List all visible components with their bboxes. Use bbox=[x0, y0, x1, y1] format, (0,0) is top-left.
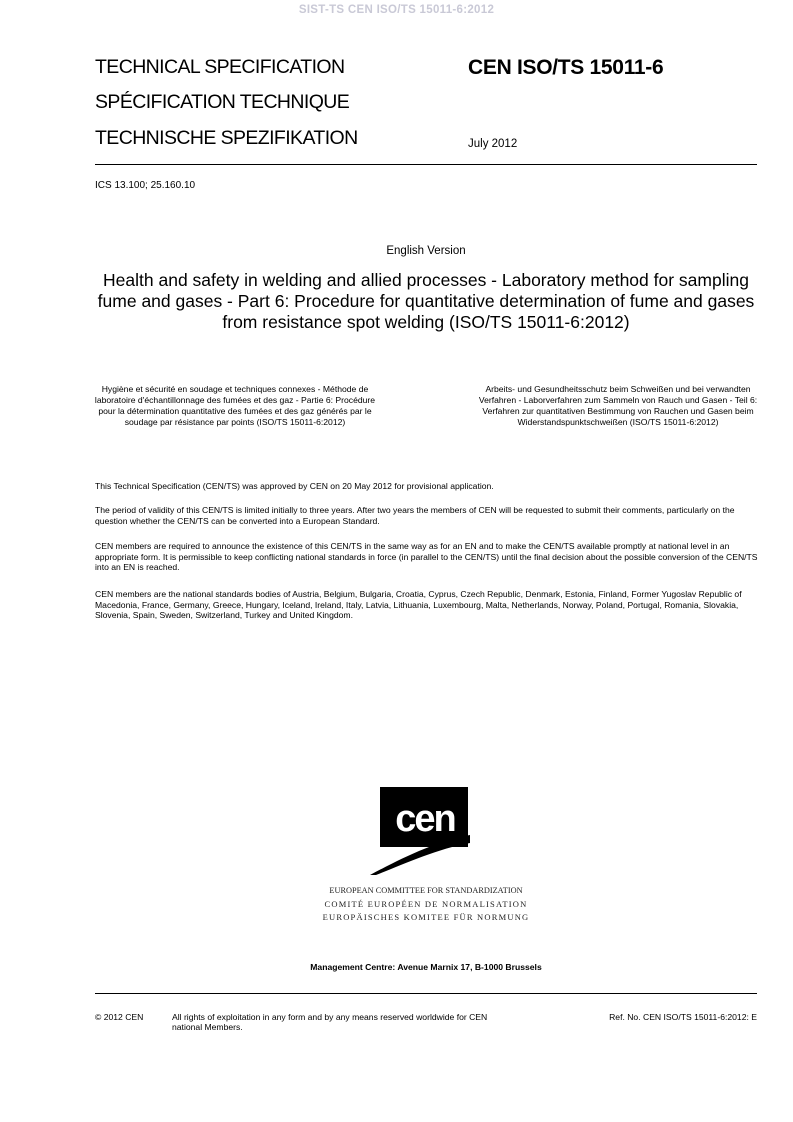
spec-label-en: TECHNICAL SPECIFICATION bbox=[95, 56, 345, 78]
approval-paragraph: This Technical Specification (CEN/TS) was approved by CEN on 20 May 2012 for provisional application. bbox=[95, 481, 494, 491]
footer-divider bbox=[95, 993, 757, 994]
committee-name-en: EUROPEAN COMMITTEE FOR STANDARDIZATION bbox=[329, 886, 523, 895]
committee-name-fr: COMITÉ EUROPÉEN DE NORMALISATION bbox=[324, 899, 528, 909]
footer-copyright: © 2012 CEN bbox=[95, 1012, 144, 1022]
spec-label-de: TECHNISCHE SPEZIFIKATION bbox=[95, 127, 358, 149]
validity-paragraph: The period of validity of this CEN/TS is limited initially to three years. After two years the members of CEN will be requested to submit their comments, particularly on the question whether the CEN/TS can be converted into a European Standard. bbox=[95, 505, 735, 526]
spec-label-fr: SPÉCIFICATION TECHNIQUE bbox=[95, 91, 350, 113]
announce-paragraph: CEN members are required to announce the existence of this CEN/TS in the same way as for an EN and to make the CEN/TS available promptly at national level in an appropriate form. It is permissible to keep conflicting national standards in force (in parallel to the CEN/TS) until the final decision about the possible conversion of the CEN/TS into an EN is reached. bbox=[95, 541, 758, 572]
document-date: July 2012 bbox=[468, 138, 518, 150]
title-french: Hygiène et sécurité en soudage et techniques connexes - Méthode de laboratoire d'échantillonnage des fumées et des gaz - Partie 6: Procédure pour la détermination quantitative des fumées et des gaz générés par le soudage par résistance par points (ISO/TS 15011-6:2012) bbox=[94, 384, 376, 427]
title-german: Arbeits- und Gesundheitsschutz beim Schweißen und bei verwandten Verfahren - Laborverfahren zum Sammeln von Rauch und Gasen - Teil 6: Verfahren zur quantitativen Bestimmung von Rauchen und Gasen beim Widerstandspunktschweißen (ISO/TS 15011-6:2012) bbox=[478, 384, 758, 427]
document-title: Health and safety in welding and allied processes - Laboratory method for sampling fume and gases - Part 6: Procedure for quantitative determination of fume and gases from resistance spot welding (ISO/TS 15011-6:2012) bbox=[97, 270, 755, 332]
ics-code: ICS 13.100; 25.160.10 bbox=[95, 180, 196, 191]
members-paragraph: CEN members are the national standards bodies of Austria, Belgium, Bulgaria, Croatia, Cyprus, Czech Republic, Denmark, Estonia, Finland, Former Yugoslav Republic of Macedonia, France, Germany, Greece, Hungary, Iceland, Ireland, Italy, Latvia, Lithuania, Luxembourg, Malta, Netherlands, Norway, Poland, Portugal, Romania, Slovakia, Slovenia, Spain, Sweden, Switzerland, Turkey and United Kingdom. bbox=[95, 589, 742, 620]
cen-logo-text: cen bbox=[395, 798, 455, 840]
document-number: CEN ISO/TS 15011-6 bbox=[468, 56, 664, 79]
watermark: SIST-TS CEN ISO/TS 15011-6:2012 bbox=[298, 4, 495, 16]
footer-rights: All rights of exploitation in any form and by any means reserved worldwide for CEN national Members. bbox=[172, 1012, 488, 1032]
cen-logo bbox=[370, 785, 470, 877]
management-centre: Management Centre: Avenue Marnix 17, B-1000 Brussels bbox=[310, 962, 542, 972]
header-divider bbox=[95, 164, 757, 165]
footer-reference: Ref. No. CEN ISO/TS 15011-6:2012: E bbox=[609, 1012, 757, 1022]
committee-name-de: EUROPÄISCHES KOMITEE FÜR NORMUNG bbox=[322, 912, 530, 922]
language-version: English Version bbox=[386, 245, 466, 257]
